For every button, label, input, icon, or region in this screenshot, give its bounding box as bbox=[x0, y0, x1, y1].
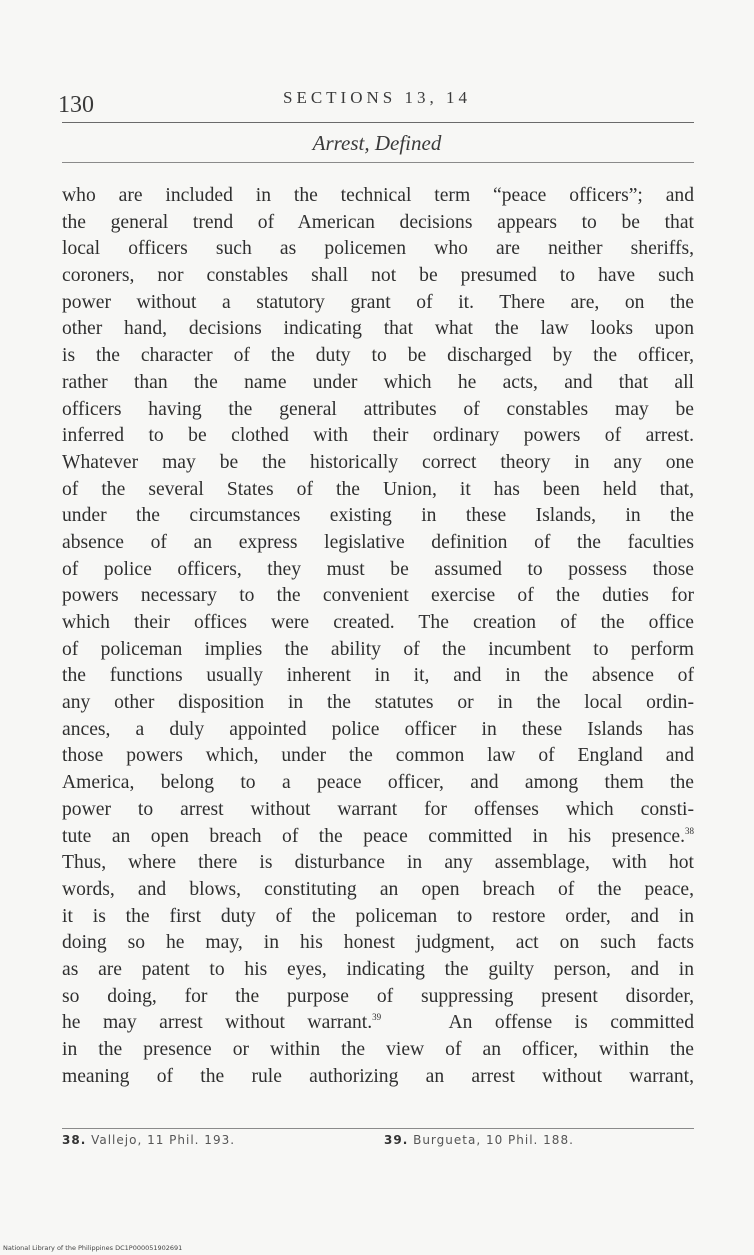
text-line: words, and blows, constituting an open breach of the peace, bbox=[62, 878, 694, 900]
footnote-number: 38. bbox=[62, 1133, 87, 1147]
footnote-39 bbox=[384, 1133, 574, 1147]
text-line: under the circumstances existing in these Islands, in the bbox=[62, 505, 694, 527]
text-line: other hand, decisions indicating that what the law looks upon bbox=[62, 318, 694, 340]
text-line: of police officers, they must be assumed to possess those bbox=[62, 558, 694, 580]
footnote-38 bbox=[62, 1133, 235, 1147]
text-line-content: he may arrest without warrant. bbox=[62, 1012, 373, 1034]
body-text bbox=[62, 183, 694, 1090]
text-line: ances, a duly appointed police officer in these Islands has bbox=[62, 718, 694, 740]
text-line: officers having the general attributes of constables may be bbox=[62, 398, 694, 420]
text-line: local officers such as policemen who are neither sheriffs, bbox=[62, 238, 694, 260]
text-line: Thus, where there is disturbance in any assemblage, with hot bbox=[62, 852, 694, 874]
text-line: rather than the name under which he acts, and that all bbox=[62, 371, 694, 393]
title-rule bbox=[62, 162, 694, 163]
footnote-text: Burgueta, 10 Phil. 188. bbox=[413, 1133, 574, 1147]
footnote-text: Vallejo, 11 Phil. 193. bbox=[91, 1133, 236, 1147]
text-line: which their offices were created. The creation of the office bbox=[62, 612, 694, 633]
text-line bbox=[62, 824, 694, 851]
text-line: so doing, for the purpose of suppressing present disorder, bbox=[62, 985, 694, 1007]
text-line: any other disposition in the statutes or in the local ordin- bbox=[62, 692, 694, 714]
text-line: of the several States of the Union, it has been held that, bbox=[62, 478, 694, 500]
text-line: is the character of the duty to be discharged by the officer, bbox=[62, 345, 694, 367]
footnote-ref-39: 39 bbox=[372, 1012, 382, 1023]
text-line: power to arrest without warrant for offenses which consti- bbox=[62, 798, 694, 820]
text-line: as are patent to his eyes, indicating the guilty person, and in bbox=[62, 958, 694, 980]
text-line: coroners, nor constables shall not be presumed to have such bbox=[62, 265, 694, 287]
text-line: powers necessary to the convenient exercise of the duties for bbox=[62, 585, 694, 607]
scan-credit: National Library of the Philippines DC1P000051902691 bbox=[3, 1244, 183, 1252]
text-line: the functions usually inherent in it, and in the absence of bbox=[62, 665, 694, 687]
text-line: in the presence or within the view of an officer, within the bbox=[62, 1039, 694, 1060]
text-line: absence of an express legislative definition of the faculties bbox=[62, 531, 694, 553]
text-line: inferred to be clothed with their ordinary powers of arrest. bbox=[62, 425, 694, 447]
footnote-number: 39. bbox=[384, 1133, 409, 1147]
page-number: 130 bbox=[58, 92, 94, 118]
text-line: doing so he may, in his honest judgment, act on such facts bbox=[62, 932, 694, 954]
footnote-rule bbox=[62, 1128, 694, 1129]
text-line: meaning of the rule authorizing an arrest without warrant, bbox=[62, 1065, 694, 1087]
text-line: America, belong to a peace officer, and among them the bbox=[62, 772, 694, 794]
text-line-content: tute an open breach of the peace committed in his presence. bbox=[62, 825, 685, 847]
text-line: of policeman implies the ability of the incumbent to perform bbox=[62, 638, 694, 660]
text-line: those powers which, under the common law of England and bbox=[62, 745, 694, 767]
text-line: Whatever may be the historically correct theory in any one bbox=[62, 451, 694, 473]
text-line: the general trend of American decisions appears to be that bbox=[62, 211, 694, 233]
running-head: SECTIONS 13, 14 bbox=[283, 88, 471, 107]
section-title: Arrest, Defined bbox=[312, 131, 442, 155]
header-rule bbox=[62, 122, 694, 123]
text-line-tail: An offense is committed bbox=[448, 1012, 694, 1034]
text-line bbox=[62, 1010, 694, 1037]
text-line: who are included in the technical term “peace officers”; and bbox=[62, 185, 694, 206]
text-line: it is the first duty of the policeman to restore order, and in bbox=[62, 905, 694, 927]
text-line: power without a statutory grant of it. There are, on the bbox=[62, 291, 694, 313]
footnote-ref-38: 38 bbox=[685, 825, 694, 836]
